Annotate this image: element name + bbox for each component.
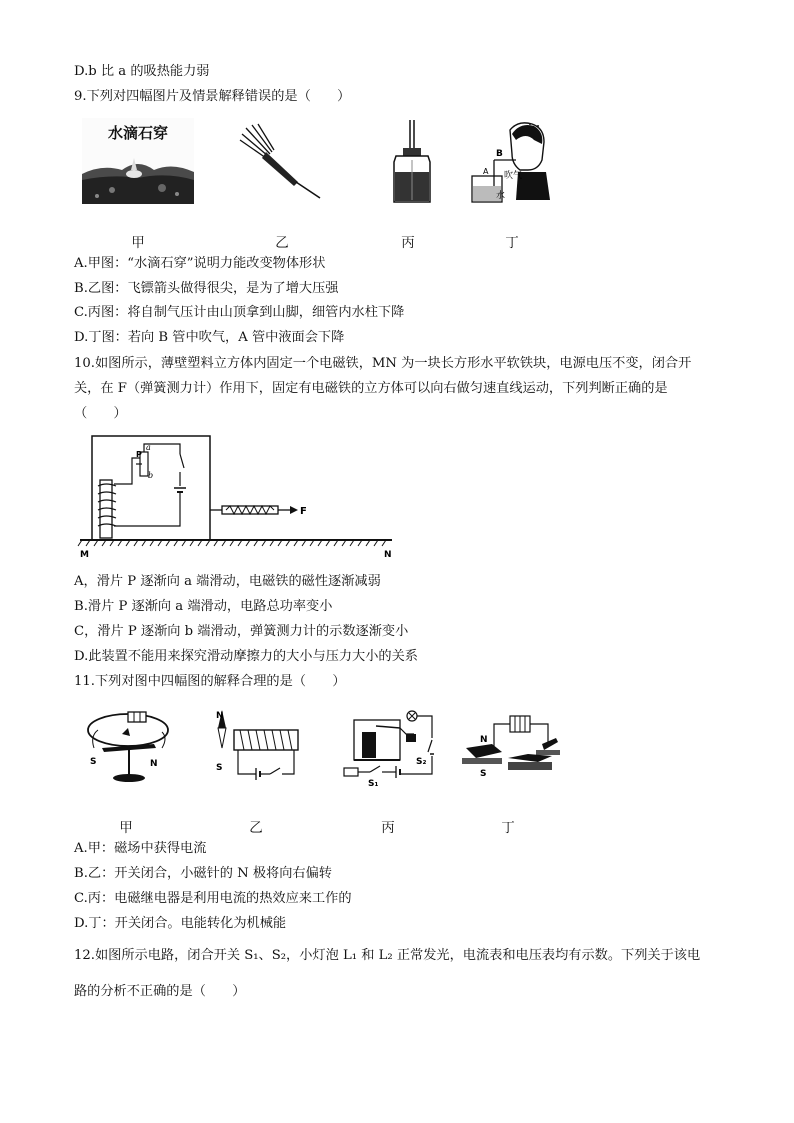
q11-fig-bing [340,708,440,790]
q10-stem-line2: 关，在 F（弹簧测力计）作用下，固定有电磁铁的立方体可以向右做匀速直线运动，下列判断正确的是 [74,381,668,396]
q9-label-ding: 丁 [505,235,519,251]
q10-label-m: M [80,550,89,560]
q11-ding-s: S [480,769,487,779]
q11-option-b: B.乙：开关闭合，小磁针的 N 极将向右偏转 [74,866,332,881]
q11-label-yi: 乙 [249,820,263,836]
q11-label-jia: 甲 [119,820,133,836]
q9-option-c: C.丙图：将自制气压计由山顶拿到山脚，细管内水柱下降 [74,305,405,320]
q10-option-d: D.此装置不能用来探究滑动摩擦力的大小与压力大小的关系 [74,649,418,664]
q9-option-a: A.甲图：“水滴石穿”说明力能改变物体形状 [74,256,326,271]
q11-option-c: C.丙：电磁继电器是利用电流的热效应来工作的 [74,891,352,906]
q10-option-b: B.滑片 P 逐渐向 a 端滑动，电路总功率变小 [74,599,333,614]
q11-jia-n: N [150,759,158,769]
q9-label-yi: 乙 [275,235,289,251]
q11-jia-s: S [90,757,97,767]
q9-option-d: D.丁图：若向 B 管中吹气，A 管中液面会下降 [74,330,345,345]
q11-stem: 11.下列对图中四幅图的解释合理的是（ ） [74,674,346,689]
q10-label-p: P [136,450,142,459]
q11-fig-ding [458,712,562,786]
q11-yi-n: N [216,711,224,721]
q9-fig-bing-barometer [388,118,438,206]
q11-fig-yi [210,708,304,786]
q9-label-jia: 甲 [131,235,145,251]
q10-label-n: N [384,550,392,560]
q11-fig-jia [84,704,174,788]
q10-label-b: b [148,471,154,480]
q12-stem-line2: 路的分析不正确的是（ ） [74,984,246,999]
q9-text-blow: 吹气 [504,171,523,181]
q9-fig-yi-dart [236,122,328,202]
q11-ding-n: N [480,735,488,745]
q10-label-f: F [300,506,307,517]
q10-option-a: A，滑片 P 逐渐向 a 端滑动，电磁铁的磁性逐渐减弱 [74,574,381,589]
q9-text-b: B [496,149,503,159]
q9-text-a: A [483,167,489,176]
q10-stem-line3: （ ） [74,406,127,421]
q11-bing-s1: S₁ [368,779,379,789]
q9-stem: 9.下列对四幅图片及情景解释错误的是（ ） [74,89,351,104]
q12-stem-line1: 12.如图所示电路，闭合开关 S₁、S₂，小灯泡 L₁ 和 L₂ 正常发光，电流表和电压表均有示数。下列关于该电 [74,948,701,963]
q11-label-bing: 丙 [381,820,395,836]
q11-option-a: A.甲：磁场中获得电流 [74,841,207,856]
q9-option-b: B.乙图：飞镖箭头做得很尖，是为了增大压强 [74,281,339,296]
prev-option-d: D.b 比 a 的吸热能力弱 [74,64,210,79]
q11-label-ding: 丁 [501,820,515,836]
q10-option-c: C，滑片 P 逐渐向 b 端滑动，弹簧测力计的示数逐渐变小 [74,624,409,639]
q9-image-caption: 水滴石穿 [107,124,169,142]
q9-fig-jia [82,118,194,204]
q11-yi-s: S [216,763,223,773]
q9-label-bing: 丙 [401,235,415,251]
q10-label-a: a [146,443,151,452]
q11-bing-s2: S₂ [416,757,427,767]
q11-option-d: D.丁：开关闭合。电能转化为机械能 [74,916,287,931]
q10-stem-line1: 10.如图所示，薄壁塑料立方体内固定一个电磁铁，MN 为一块长方形水平软铁块，电源电压不变，闭合开 [74,356,692,371]
q10-figure-electromagnet [76,434,396,560]
q9-text-water: 水 [496,191,506,201]
q9-fig-ding-blowing [468,120,552,206]
